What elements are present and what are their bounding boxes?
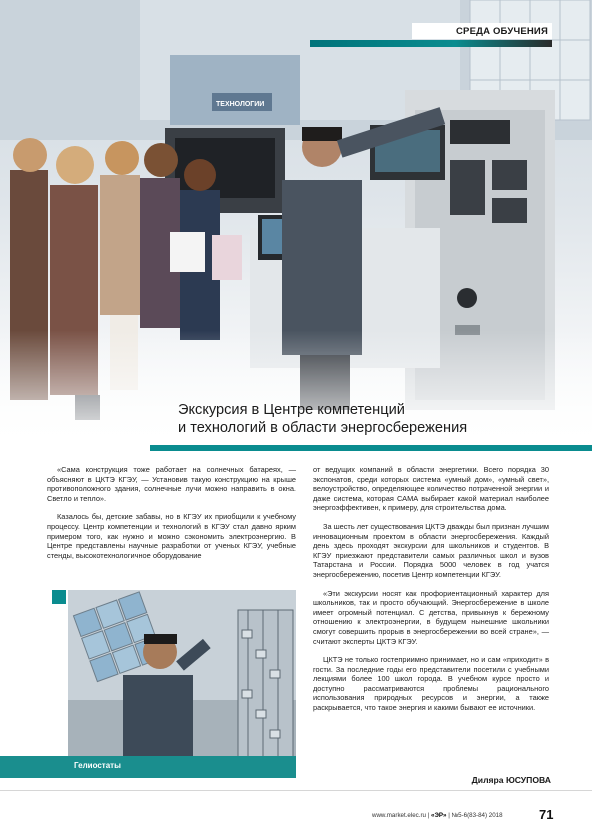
paragraph: от ведущих компаний в области энергетики. Всего порядка 30 экспонатов, среди которых система «умный дом», «умный свет», велоустройство, определяющее количество потраченной энергии и даже система, которая САМА выбирает какой материал наиболее энергоэффективен, к примеру, для строительства дома. (313, 465, 549, 513)
paragraph: «Сама конструкция тоже работает на солнечных батареях, — объясняют в ЦКТЭ КГЭУ, — Установив такую конструкцию на крыше противоположного здания, солнечные лучи можно направить в окна. Светло и тепло». (47, 465, 296, 503)
footer-divider (0, 790, 592, 791)
photo-caption: Гелиостаты (74, 761, 121, 770)
page-number: 71 (539, 807, 554, 822)
footer-issue: №5-6(83-84) 2018 (451, 812, 503, 819)
article-title-line2: и технологий в области энергосбережения (178, 420, 468, 436)
paragraph: ЦКТЭ не только гостеприимно принимает, но и сам «приходит» в гости. За последние годы его представители посетили с учебными лекциями более 100 школ города. В учебном курсе просто и доступно рассматриваются проблемы рационального использования природных ресурсов и энергии, а также раскрывается, что такое энергия и какими бывают ее источники. (313, 655, 549, 713)
page-footer (372, 812, 503, 819)
article-author: Диляра ЮСУПОВА (471, 775, 551, 785)
paragraph: «Эти экскурсии носят как профориентационный характер для школьников, так и просто обучающий. Энергосбережение в школе имеет огромный потенциал. С детства, привыкнув к бережному отношению к электроэнергии, в будущем нынешние школьники смогут совершить прорыв в энергосбережении во всей стране», — считают эксперты ЦКТЭ КГЭУ. (313, 588, 549, 646)
section-label: СРЕДА ОБУЧЕНИЯ (412, 23, 552, 39)
paragraph: За шесть лет существования ЦКТЭ дважды был признан лучшим инновационным проектом в области энергосбережения. Каждый день здесь проходят экскурсии для школьников и студентов. В КГЭУ приезжают представители самых различных школ и вузов Татарстана и России. Порядка 5000 человек в год учатся энергосбережению, посетив Центр компетенции КГЭУ. (313, 521, 549, 579)
article-title-line1: Экскурсия в Центре компетенций (178, 402, 405, 418)
photo-accent-square (52, 590, 66, 604)
section-bar (310, 40, 552, 47)
footer-separator: | (448, 812, 452, 819)
heliostat-illustration (68, 590, 296, 767)
article-title (178, 401, 518, 437)
title-underline-bar (150, 445, 592, 451)
footer-site: www.market.elec.ru (372, 812, 426, 819)
paragraph: Казалось бы, детские забавы, но в КГЭУ их приобщили к учебному процессу. Центр компетенции и технологий в КГЭУ стал давно ярким примером того, как нужно и можно сэкономить электроэнергию. В Центре представлены научные разработки от ученых КГЭУ, учебные стенды, высокотехнологичное оборудование (47, 512, 296, 560)
right-column (313, 465, 549, 722)
footer-journal: «ЭР» (431, 812, 447, 819)
photo-caption-band (0, 756, 296, 778)
left-column (47, 465, 296, 569)
footer-separator: | (427, 812, 432, 819)
hero-banner-text: ТЕХНОЛОГИИ (216, 101, 265, 108)
heliostat-photo (68, 590, 296, 767)
